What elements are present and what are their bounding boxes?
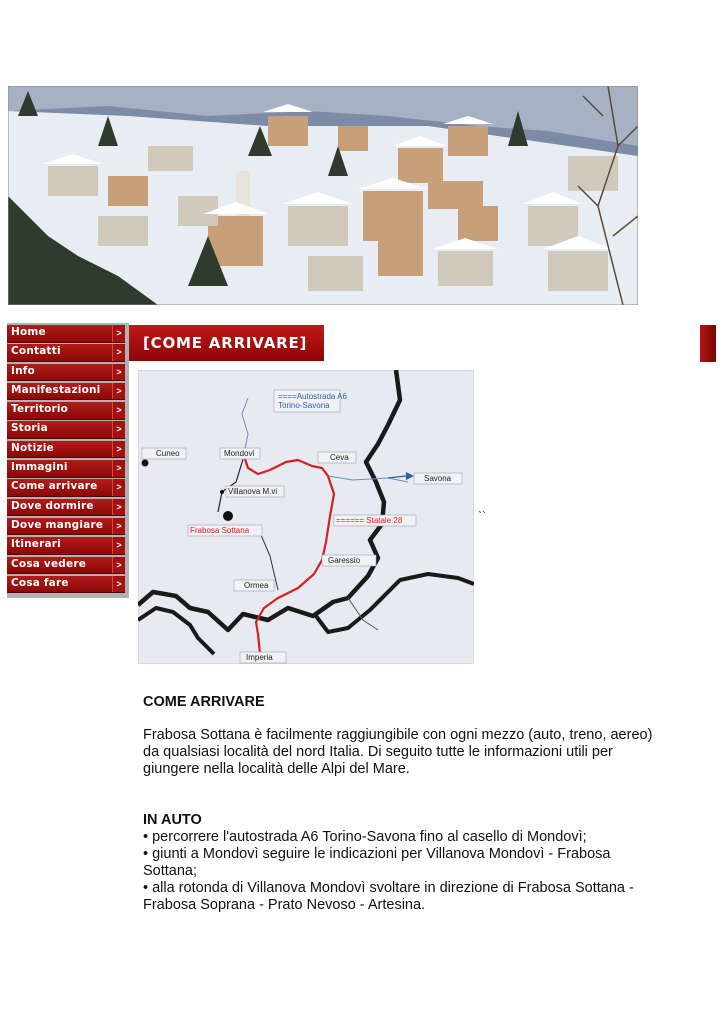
intro-paragraph: Frabosa Sottana è facilmente raggiungibile con ogni mezzo (auto, treno, aereo) da qualsiasi località del nord Italia. Di seguito tutte le informazioni utili per giungere nella località delle Alpi del Mare. — [143, 727, 653, 777]
list-item: • giunti a Mondovì seguire le indicazioni per Villanova Mondovì - Frabosa Sottana; — [143, 846, 663, 880]
nav-item-label: Contatti — [11, 345, 61, 358]
nav-item-label: Home — [11, 326, 46, 338]
section-title-banner — [129, 325, 324, 361]
map-label-mondovi: Mondovì — [224, 449, 255, 458]
chevron-right-icon: > — [112, 557, 125, 574]
main-content — [143, 694, 663, 914]
map-label-villanova: Villanova M.vi — [228, 487, 278, 496]
chevron-right-icon: > — [112, 421, 125, 438]
map-label-garessio: Garessio — [328, 556, 361, 565]
list-item: • percorrere l'autostrada A6 Torino-Savona fino al casello di Mondovì; — [143, 829, 663, 846]
nav-item-label: Storia — [11, 422, 48, 435]
nav-item-contatti[interactable] — [7, 344, 125, 362]
content-heading: COME ARRIVARE — [143, 694, 265, 710]
nav-item-cosa-fare[interactable] — [7, 576, 125, 594]
chevron-right-icon: > — [112, 499, 125, 516]
auto-heading: IN AUTO — [143, 812, 202, 828]
nav-item-label: Notizie — [11, 441, 54, 454]
nav-item-come-arrivare[interactable] — [7, 479, 125, 497]
nav-item-info[interactable] — [7, 364, 125, 382]
nav-item-label: Come arrivare — [11, 480, 98, 493]
nav-item-dove-mangiare[interactable] — [7, 518, 125, 536]
nav-item-label: Territorio — [11, 403, 69, 416]
map-label-imperia: Imperia — [246, 653, 273, 662]
map-label-savona: Savona — [424, 474, 452, 483]
nav-item-immagini[interactable] — [7, 460, 125, 478]
nav-item-label: Dove mangiare — [11, 518, 104, 531]
auto-directions-list — [143, 829, 663, 914]
nav-item-cosa-vedere[interactable] — [7, 557, 125, 575]
nav-item-label: Cosa vedere — [11, 557, 87, 570]
chevron-right-icon: > — [112, 402, 125, 419]
section-title: [COME ARRIVARE] — [143, 334, 308, 352]
map-label-frabosa: Frabosa Sottana — [190, 526, 250, 535]
map-label-statale: ====== Statale 28 — [336, 516, 403, 525]
nav-item-storia[interactable] — [7, 421, 125, 439]
header-banner-image — [8, 86, 638, 305]
chevron-right-icon: > — [112, 364, 125, 381]
chevron-right-icon: > — [112, 325, 125, 342]
nav-item-home[interactable] — [7, 325, 125, 343]
chevron-right-icon: > — [112, 576, 125, 593]
chevron-right-icon: > — [112, 537, 125, 554]
chevron-right-icon: > — [112, 383, 125, 400]
nav-item-itinerari[interactable] — [7, 537, 125, 555]
nav-item-manifestazioni[interactable] — [7, 383, 125, 401]
nav-item-label: Cosa fare — [11, 576, 69, 589]
nav-item-label: Info — [11, 364, 35, 377]
map-label-ceva: Ceva — [330, 453, 349, 462]
chevron-right-icon: > — [112, 344, 125, 361]
sidebar-nav — [7, 325, 125, 595]
list-item: • alla rotonda di Villanova Mondovì svoltare in direzione di Frabosa Sottana - Frabosa Soprana - Prato Nevoso - Artesina. — [143, 880, 663, 914]
nav-item-label: Manifestazioni — [11, 383, 101, 396]
map-label-cuneo: Cuneo — [156, 449, 180, 458]
chevron-right-icon: > — [112, 479, 125, 496]
chevron-right-icon: > — [112, 441, 125, 458]
chevron-right-icon: > — [112, 460, 125, 477]
nav-item-label: Immagini — [11, 461, 68, 474]
map-label-ormea: Ormea — [244, 581, 269, 590]
stray-text: `` — [478, 509, 486, 523]
map-label-autostrada: ====Autostrada A6 — [278, 392, 347, 401]
nav-item-label: Dove dormire — [11, 499, 94, 512]
chevron-right-icon: > — [112, 518, 125, 535]
map-label-torino-savona: Torino-Savona — [278, 401, 330, 410]
nav-item-dove-dormire[interactable] — [7, 499, 125, 517]
nav-item-notizie[interactable] — [7, 441, 125, 459]
nav-item-label: Itinerari — [11, 538, 61, 551]
nav-item-territorio[interactable] — [7, 402, 125, 420]
route-map — [138, 370, 474, 664]
right-edge-tab — [700, 325, 716, 362]
